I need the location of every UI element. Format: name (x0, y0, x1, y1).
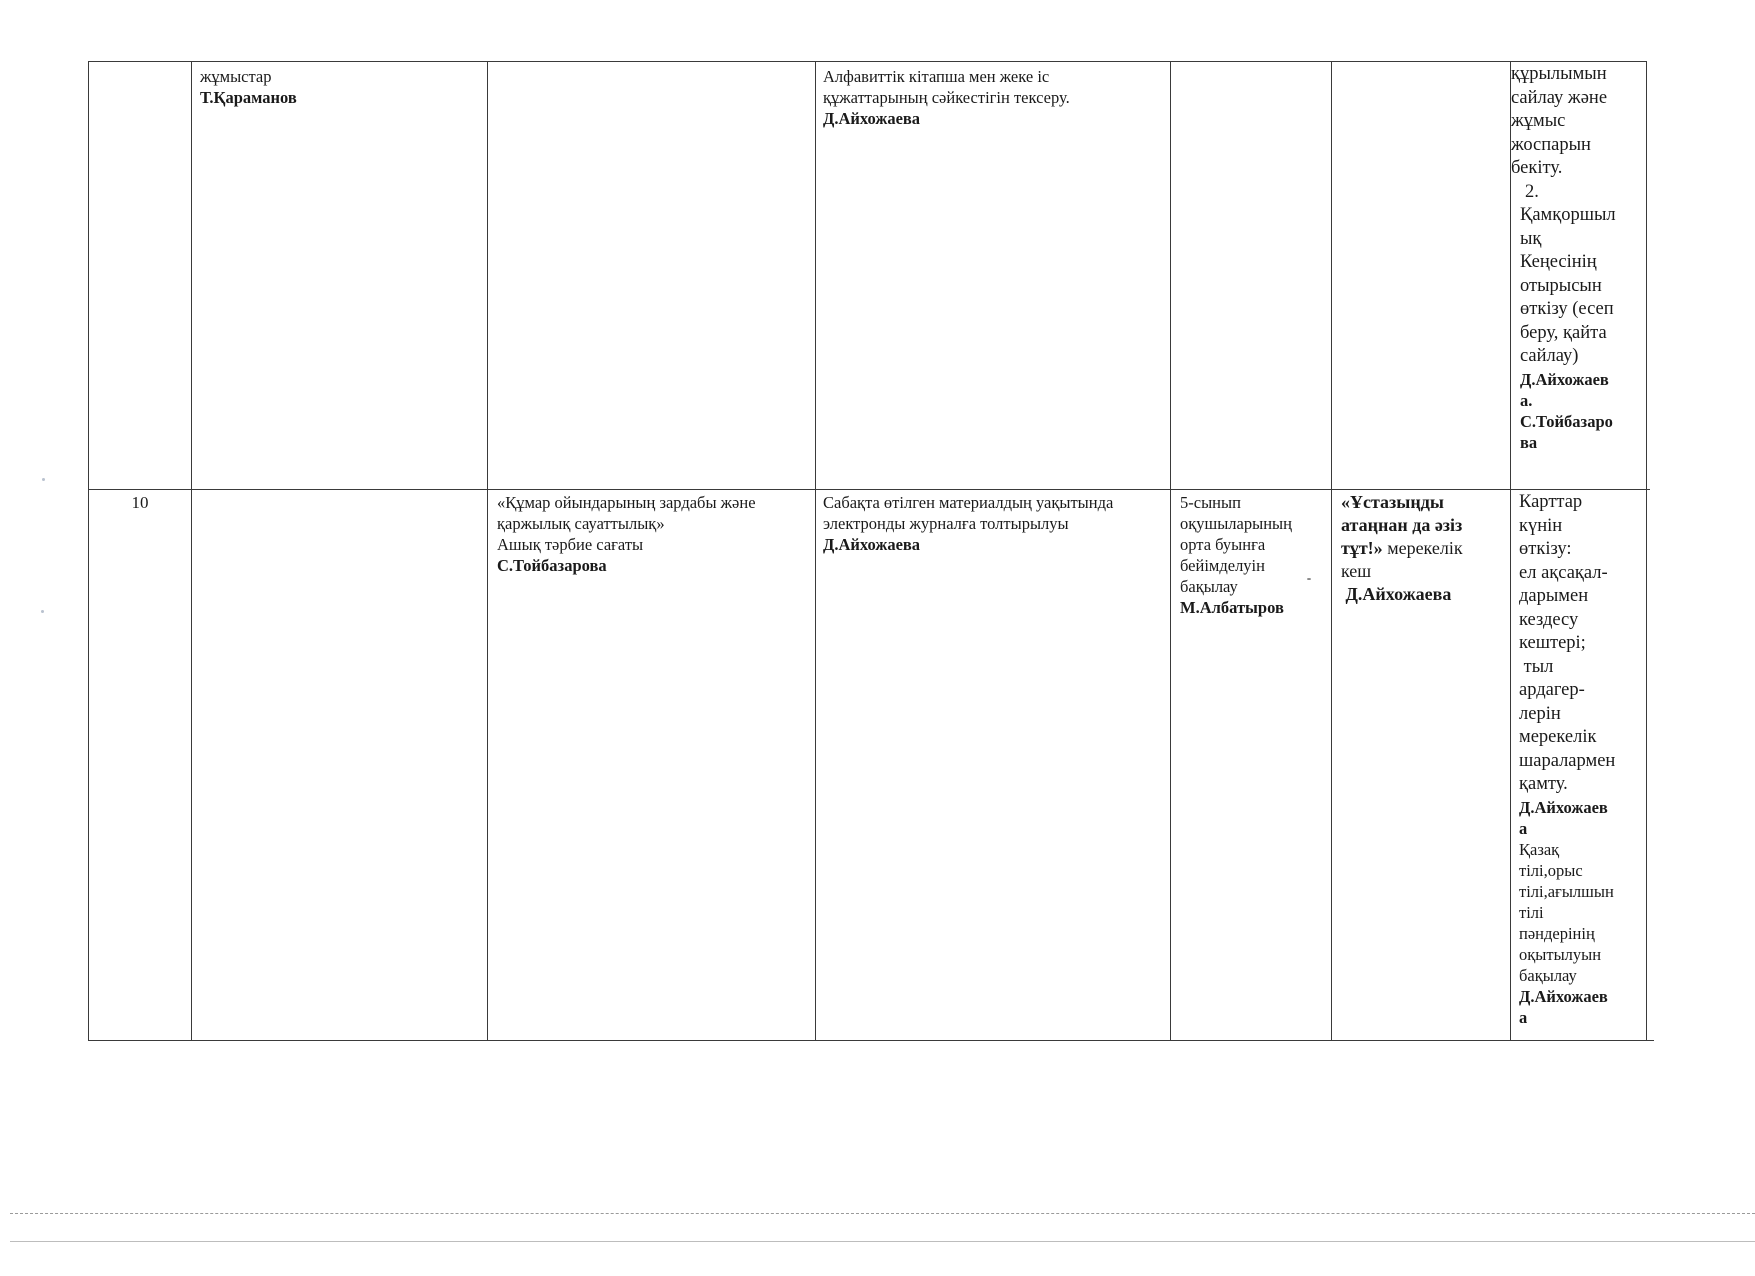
cell-text: мерекелік (1519, 727, 1597, 747)
cell-text: жұмыстар (200, 67, 272, 86)
cell-text: 5-сынып (1180, 493, 1241, 512)
cell-text: Кеңесінің (1520, 252, 1597, 272)
cell-text: тілі (1519, 902, 1544, 922)
cell-text: Қамқоршыл (1520, 205, 1616, 225)
table-top-border (88, 61, 1646, 62)
cell-text: электронды журналға толтырылуы (823, 514, 1069, 533)
responsible-person: Д.Айхожаев (1519, 986, 1608, 1006)
cell-text: қамту. (1519, 774, 1568, 794)
cell-text: кездесу (1519, 609, 1579, 630)
cell-text: жұмыс (1511, 111, 1566, 131)
cell-text: бақылау (1519, 965, 1577, 985)
table-bottom-border (88, 1040, 1654, 1041)
event-type: мерекелік (1382, 538, 1463, 558)
cell-text: ардагер- (1519, 680, 1585, 700)
responsible-person: С.Тойбазарова (497, 556, 607, 575)
responsible-person: ва (1520, 432, 1538, 452)
cell-text: өткізу (есеп (1520, 299, 1614, 319)
cell-text: жоспарын (1511, 134, 1591, 155)
row2-col7-cell (1519, 491, 1649, 1028)
cell-text: беру, қайта (1520, 322, 1607, 343)
cell-text: ел ақсақал- (1519, 562, 1608, 583)
cell-text: Қазақ (1519, 839, 1560, 859)
cell-text: құрылымын (1511, 64, 1607, 84)
cell-text: 2. (1525, 181, 1539, 202)
column-divider-1 (191, 61, 192, 1040)
cell-text: бекіту. (1511, 158, 1563, 178)
scan-edge-line (10, 1241, 1755, 1242)
responsible-person: Д.Айхожаева (1341, 584, 1452, 604)
cell-text: бақылау (1180, 577, 1238, 596)
column-divider-2 (487, 61, 488, 1040)
cell-text: құжаттарының сәйкестігін тексеру. (823, 88, 1070, 107)
responsible-person: М.Албатыров (1180, 598, 1284, 617)
responsible-person: Д.Айхожаева (823, 109, 921, 128)
cell-text: Алфавиттік кітапша мен жеке іс (823, 67, 1050, 86)
scan-speck (42, 478, 45, 481)
responsible-person: а (1519, 1007, 1528, 1027)
responsible-person: Д.Айхожаев (1519, 797, 1608, 817)
row2-col6-cell (1341, 491, 1507, 606)
cell-text: сайлау) (1520, 346, 1579, 366)
event-title: тұт!» (1341, 538, 1383, 558)
row2-col3-cell (497, 492, 809, 576)
row1-col2-cell (200, 66, 480, 108)
table-left-border (88, 61, 89, 1040)
cell-text: қаржылық сауаттылық» (497, 514, 665, 533)
row2-col5-cell (1180, 492, 1328, 618)
cell-text: орта буынға (1180, 535, 1266, 554)
column-divider-3 (815, 61, 816, 1040)
cell-text: бейімделуін (1180, 556, 1265, 575)
column-divider-5 (1331, 61, 1332, 1040)
cell-text: дарымен (1519, 586, 1589, 606)
cell-text: Карттар (1519, 492, 1583, 512)
row1-col7-cell (1511, 63, 1645, 453)
responsible-person: а. (1520, 390, 1533, 410)
cell-text: отырысын (1520, 275, 1602, 296)
cell-text: Ашық тәрбие сағаты (497, 535, 644, 554)
responsible-person: а (1519, 818, 1528, 838)
cell-text: кеш (1341, 561, 1372, 581)
event-title: «Ұстазыңды (1341, 492, 1444, 512)
row1-col4-cell (823, 66, 1163, 129)
cell-text: өткізу: (1519, 539, 1572, 559)
cell-text: сайлау және (1511, 87, 1608, 108)
cell-text: тілі,орыс (1519, 860, 1583, 880)
event-title-line (1341, 537, 1507, 560)
event-title: атаңнан да әзіз (1341, 515, 1463, 535)
cell-text: «Құмар ойындарының зардабы және (497, 493, 756, 512)
column-divider-4 (1170, 61, 1171, 1040)
scan-edge-line (10, 1213, 1755, 1214)
scan-speck (1307, 578, 1311, 580)
cell-text: шаралармен (1519, 750, 1616, 771)
cell-text: тілі,ағылшын (1519, 881, 1614, 901)
row-number: 10 (131, 493, 149, 512)
responsible-person: Т.Қараманов (200, 88, 297, 107)
cell-text: оқушыларының (1180, 514, 1292, 533)
responsible-person: Д.Айхожаев (1520, 369, 1609, 389)
cell-text: ық (1520, 228, 1542, 249)
cell-text: кештері; (1519, 633, 1586, 653)
scan-speck (41, 610, 44, 613)
cell-text: лерін (1519, 703, 1561, 724)
responsible-person: Д.Айхожаева (823, 535, 921, 554)
row-divider (88, 489, 1650, 490)
responsible-person: С.Тойбазаро (1520, 411, 1613, 431)
cell-text: пәндерінің (1519, 923, 1595, 943)
row2-col4-cell (823, 492, 1168, 555)
cell-text: Сабақта өтілген материалдың уақытында (823, 493, 1114, 512)
cell-text: тыл (1519, 656, 1554, 677)
cell-text: оқытылуын (1519, 944, 1602, 964)
cell-text: күнін (1519, 515, 1563, 536)
